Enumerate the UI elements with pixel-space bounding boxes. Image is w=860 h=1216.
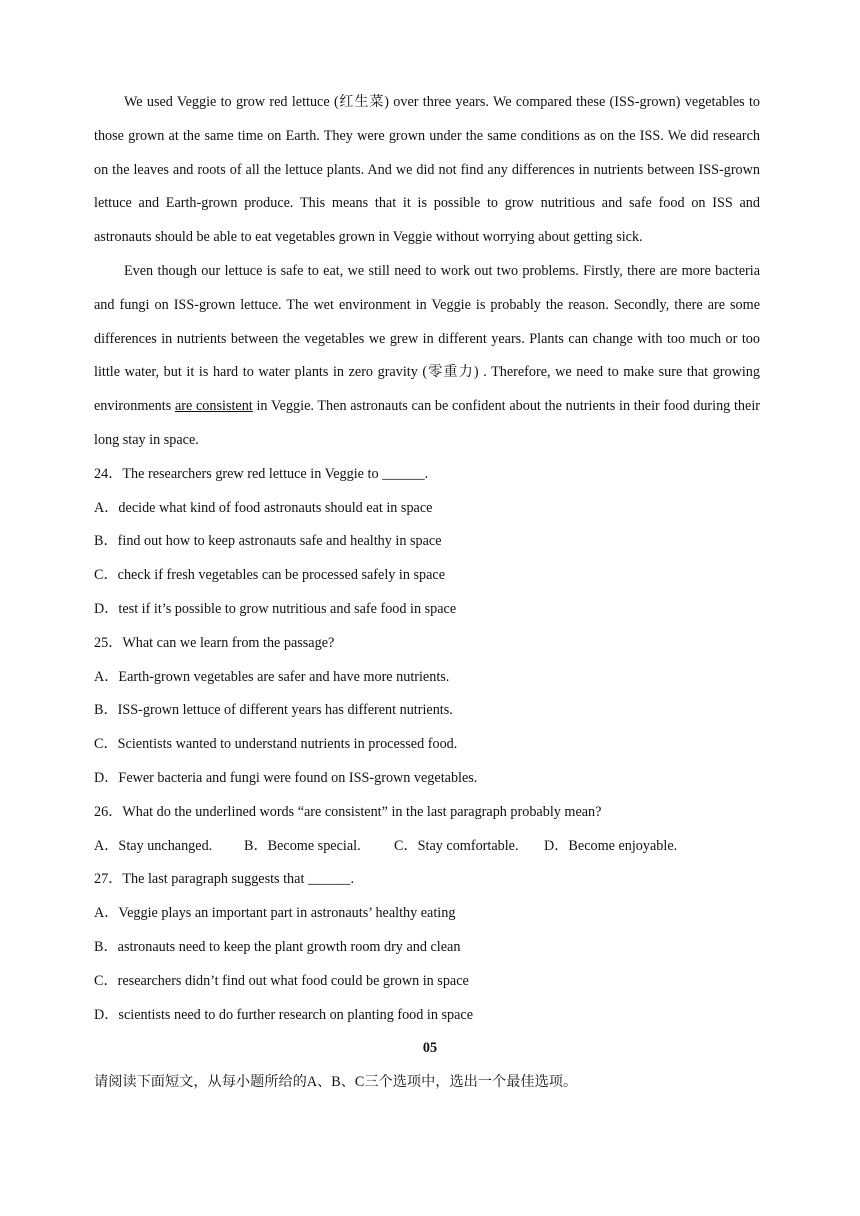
question-26-options (94, 830, 760, 864)
question-27-option-c: C．researchers didn’t find out what food could be grown in space (94, 972, 469, 989)
question-27 (94, 863, 760, 1032)
question-25-option-d: D．Fewer bacteria and fungi were found on ISS-grown vegetables. (94, 769, 478, 786)
paragraph-2-text-end: in Veggie. Then astronauts can be confident about the nutrients in their food during their long stay in space. (94, 398, 760, 448)
question-24-stem: 24．The researchers grew red lettuce in Veggie to ______. (94, 465, 429, 482)
document-page (94, 86, 760, 1100)
question-25-stem: 25．What can we learn from the passage? (94, 634, 335, 651)
question-24-option-b: B．find out how to keep astronauts safe and healthy in space (94, 533, 442, 550)
question-25-option-b: B．ISS-grown lettuce of different years has different nutrients. (94, 702, 453, 719)
underlined-words: are consistent (174, 398, 253, 415)
question-24-option-c: C．check if fresh vegetables can be processed safely in space (94, 567, 445, 584)
question-26-option-a: A．Stay unchanged. (94, 837, 213, 854)
question-25-option-c: C．Scientists wanted to understand nutrients in processed food. (94, 736, 458, 753)
question-27-stem: 27．The last paragraph suggests that ______. (94, 871, 355, 888)
question-25 (94, 627, 760, 796)
question-27-option-b: B．astronauts need to keep the plant growth room dry and clean (94, 938, 461, 955)
passage-paragraph-1: We used Veggie to grow red lettuce (红生菜) over three years. We compared these (ISS-grown) vegetables to those grown at the same time on Earth. They were grown under the same conditions as on the ISS. We did research on the leaves and roots of all the lettuce plants. And we did not find any differences in nutrients between ISS-grown lettuce and Earth-grown produce. This means that it is possible to grow nutritious and safe food on ISS and astronauts should be able to eat vegetables grown in Veggie without worrying about getting sick. (94, 94, 760, 246)
question-25-option-a: A．Earth-grown vegetables are safer and have more nutrients. (94, 668, 450, 685)
question-26-option-c: C．Stay comfortable. (394, 837, 519, 854)
question-24-option-d: D．test if it’s possible to grow nutritious and safe food in space (94, 600, 457, 617)
section-number: 05 (422, 1040, 438, 1057)
question-27-option-a: A．Veggie plays an important part in astronauts’ healthy eating (94, 905, 456, 922)
question-27-option-d: D．scientists need to do further research on planting food in space (94, 1006, 474, 1023)
section-instruction: 请阅读下面短文，从每小题所给的A、B、C三个选项中，选出一个最佳选项。 (94, 1074, 578, 1091)
question-26 (94, 796, 760, 864)
question-26-stem: 26．What do the underlined words “are consistent” in the last paragraph probably mean? (94, 803, 602, 820)
question-26-option-b: B．Become special. (244, 837, 361, 854)
passage-paragraph-2 (94, 255, 760, 458)
question-26-option-d: D．Become enjoyable. (544, 837, 678, 854)
question-24 (94, 458, 760, 627)
question-24-option-a: A．decide what kind of food astronauts should eat in space (94, 499, 433, 516)
paragraph-2-text-start: Even though our lettuce is safe to eat, we still need to work out two problems. Firstly, there are more bacteria and fungi on ISS-grown lettuce. The wet environment in Veggie is probably the reason. Secondly, there are some differences in nutrients between the vegetables we grew in different years. Plants can change with too much or too little water, but it is hard to water plants in zero gravity (零重力) . Therefore, we need to make sure that growing environments (94, 262, 760, 415)
